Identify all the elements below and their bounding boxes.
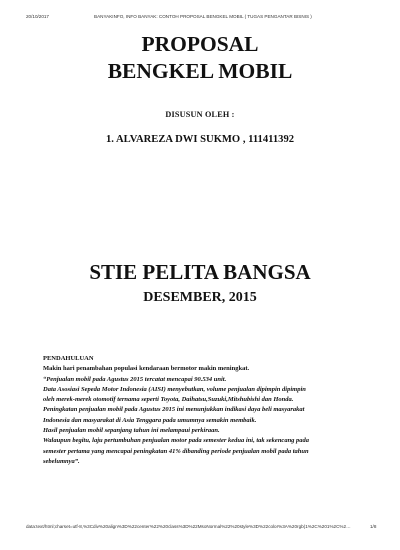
- document-body: [43, 354, 388, 467]
- source-url: data:text/html;charset=utf-8,%3Cdiv%20align%3D%22center%22%20class%3D%22MsoNormal%22%20style%3D%22color%3A%20rgb(1%2C%201%2C%2…: [26, 524, 351, 529]
- body-line: oleh merek-merek otomotif ternama seperti Toyota, Daihatsu,Suzuki,Mitshubishi dan Honda.: [43, 396, 294, 404]
- body-line: Indonesia dan masyarakat di Asia Tenggara pada umumnya semakin membaik.: [43, 416, 257, 424]
- body-line: Walaupun begitu, laju pertumbuhan penjualan motor pada semester kedua ini, tak sekencang pada: [43, 437, 310, 445]
- print-page-title: BANYAKINFO, INFO BANYAK: CONTOH PROPOSAL BENGKEL MOBIL ( TUGAS PENGANTAR BISNIS ): [94, 14, 312, 19]
- body-line: Makin hari penambahan populasi kendaraan bermotor makin meningkat.: [43, 365, 250, 373]
- page-number: 1/8: [370, 524, 377, 529]
- body-line: Data Asosiasi Sepeda Motor Indonesia (AISI) menyebutkan, volume penjualan dipimpin dipimpin: [43, 385, 306, 393]
- disusun-oleh-label: DISUSUN OLEH :: [165, 110, 235, 119]
- body-line: sebelumnya”.: [43, 457, 80, 465]
- body-line: “Penjualan mobil pada Agustus 2015 tercatat mencapai 90.534 unit.: [43, 375, 227, 383]
- title-line-1: PROPOSAL: [141, 32, 259, 56]
- section-heading: PENDAHULUAN: [43, 355, 94, 362]
- print-date: 20/10/2017: [26, 14, 49, 19]
- body-line: Hasil penjualan mobil sepanjang tahun ini melampaui perkiraan.: [43, 427, 220, 435]
- body-line: Peningkatan penjualan mobil pada Agustus 2015 ini menunjukkan indikasi daya beli masyarakat: [43, 406, 305, 414]
- author-line: 1. ALVAREZA DWI SUKMO , 111411392: [105, 134, 295, 145]
- title-line-2: BENGKEL MOBIL: [107, 59, 293, 83]
- institution-name: STIE PELITA BANGSA: [89, 260, 311, 284]
- document-title: [0, 31, 400, 85]
- body-line: semester pertama yang mencapai peningkatan 41% dibanding periode penjualan mobil pada tahun: [43, 447, 309, 455]
- document-date: DESEMBER, 2015: [143, 290, 257, 305]
